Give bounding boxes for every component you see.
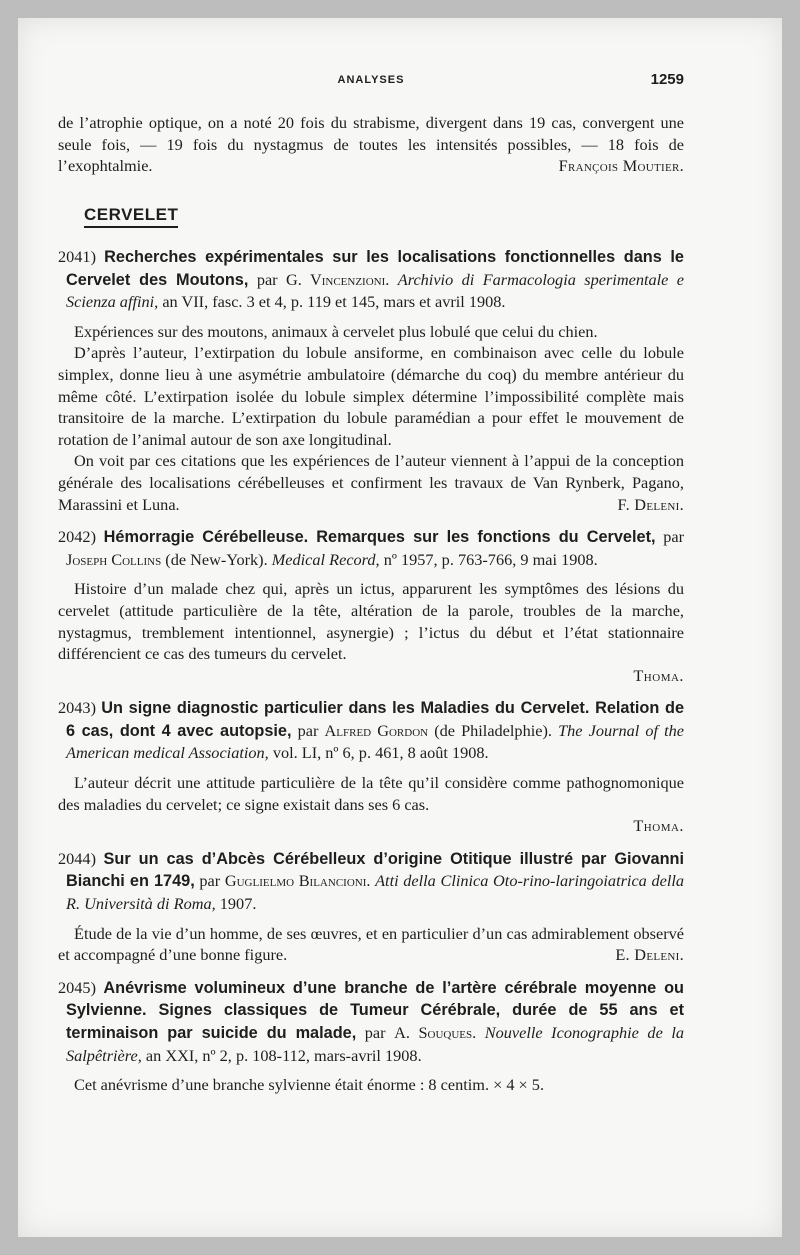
entry-paragraph-text: On voit par ces citations que les expériences de l’auteur viennent à l’appui de la conception générale des localisations cérébelleuses et confirment les travaux de Van Rynberk, Pagano, Marassini et Luna. — [58, 451, 684, 514]
entry-signature: Thoma. — [633, 816, 684, 836]
entry-signature: Thoma. — [633, 665, 684, 685]
entry-by: par — [364, 1023, 386, 1042]
entry-author: Joseph Collins — [66, 549, 162, 569]
entry-author: Guglielmo Bilancioni. — [224, 871, 371, 891]
entry-author-note: (de Philadelphie). — [434, 720, 552, 740]
running-title: ANALYSES — [337, 74, 405, 86]
entry-author: A. Souques. — [394, 1023, 477, 1042]
entry-journal: Atti della Clinica Oto-rino-laringoiatrica della R. Università di Roma, — [66, 871, 685, 914]
entry-paragraph: D’après l’auteur, l’extirpation du lobule ansiforme, en combinaison avec celle du lobule simplex, donne lieu à une asymétrie ambulatoire (démarche du coq) du membre antérieur du même côté. L’extirpation isolée du lobule simplex détermine l’impossibilité complète mais transitoire de la marche. L’extirpation du lobule paramédian a pour effet le mouvement de rotation de l’animal autour de son axe longitudinal. — [58, 343, 684, 449]
entry-reference: an XXI, nº 2, p. 108-112, mars-avril 1908. — [145, 1045, 422, 1065]
entry-title: Un signe diagnostic particulier dans les Maladies du Cervelet. Relation de 6 cas, dont 4 avec autopsie, — [66, 699, 684, 740]
entry-by: par — [256, 269, 278, 289]
entry-number: 2041) — [58, 247, 96, 266]
entry-title: Recherches expérimentales sur les localisations fonctionnelles dans le Cervelet des Moutons, — [66, 248, 684, 289]
entry-paragraph: Expériences sur des moutons, animaux à cervelet plus lobulé que celui du chien. — [74, 321, 598, 341]
entry-by: par — [297, 720, 319, 740]
entry-number: 2043) — [58, 698, 96, 718]
entry-author: G. Vincenzioni. — [286, 269, 390, 289]
entry-citation — [58, 246, 684, 313]
entry-reference: nº 1957, p. 763-766, 9 mai 1908. — [383, 549, 598, 569]
entry-paragraph — [58, 923, 684, 966]
entry-signature: F. Deleni. — [617, 494, 684, 514]
intro-paragraph — [58, 112, 684, 177]
page-number: 1259 — [650, 71, 684, 88]
page-header — [58, 71, 684, 96]
entry-title: Sur un cas d’Abcès Cérébelleux d’origine Otitique illustré par Giovanni Bianchi en 1749, — [66, 849, 684, 891]
entry-reference: an VII, fasc. 3 et 4, p. 119 et 145, mars et avril 1908. — [162, 292, 506, 312]
entry-title: Hémorragie Cérébelleuse. Remarques sur les fonctions du Cervelet, — [103, 528, 656, 547]
entry-citation — [58, 848, 684, 915]
entries-column — [58, 246, 684, 1096]
entry-title: Anévrisme volumineux d’une branche de l’artère cérébrale moyenne ou Sylvienne. Signes classiques de Tumeur Cérébrale, durée de 55 ans et terminaison par suicide du malade, — [66, 978, 684, 1042]
intro-block — [58, 112, 684, 177]
entry-signature: E. Deleni. — [615, 945, 684, 965]
entry-citation — [58, 697, 684, 764]
entry-paragraph — [58, 450, 684, 515]
entry-paragraph: L’auteur décrit une attitude particulière de la tête qu’il considère comme pathognomonique des maladies du cervelet; ce signe existait dans ses 6 cas. — [58, 773, 684, 814]
entry-2042 — [58, 526, 684, 686]
entry-paragraph-text: Étude de la vie d’un homme, de ses œuvres, et en particulier d’un cas admirablement observé et accompagné d’une bonne figure. — [58, 923, 684, 965]
entry-paragraph: Histoire d’un malade chez qui, après un ictus, apparurent les symptômes des lésions du cervelet (attitude particulière de la tête, altération de la parole, troubles de la marche, nystagmus, tremblement intentionnel, asynergie) ; l’ictus du début et l’état stationnaire différencient ce cas des tumeurs du cervelet. — [58, 579, 684, 664]
entry-by: par — [199, 871, 221, 891]
entry-reference: 1907. — [219, 894, 257, 914]
section-heading: CERVELET — [84, 205, 178, 228]
entry-by: par — [663, 527, 684, 547]
entry-journal: Archivio di Farmacologia sperimentale e Scienza affini, — [66, 269, 685, 312]
intro-signature: François Moutier. — [558, 156, 684, 176]
entry-journal: The Journal of the American medical Association, — [66, 720, 684, 763]
entry-2044 — [58, 848, 684, 966]
entry-2041 — [58, 246, 684, 515]
entry-number: 2045) — [58, 977, 96, 997]
entry-journal: Medical Record, — [271, 549, 380, 569]
intro-text: de l’atrophie optique, on a noté 20 fois du strabisme, divergent dans 19 cas, convergent une seule fois, — 19 fois du nystagmus de toutes les intensités possibles, — 18 fois de l’exophtalmie. — [58, 113, 684, 176]
entry-number: 2044) — [58, 848, 96, 868]
entry-2043 — [58, 697, 684, 837]
entry-author-note: (de New-York). — [165, 549, 268, 569]
entry-journal: Nouvelle Iconographie de la Salpêtrière, — [66, 1023, 684, 1065]
entry-reference: vol. LI, nº 6, p. 461, 8 août 1908. — [272, 743, 489, 763]
entry-citation — [58, 526, 684, 570]
entry-2045 — [58, 977, 684, 1096]
entry-citation — [58, 977, 684, 1066]
entry-paragraph: Cet anévrisme d’une branche sylvienne était énorme : 8 centim. × 4 × 5. — [74, 1075, 545, 1095]
entry-author: Alfred Gordon — [324, 720, 429, 740]
entry-number: 2042) — [58, 527, 96, 547]
